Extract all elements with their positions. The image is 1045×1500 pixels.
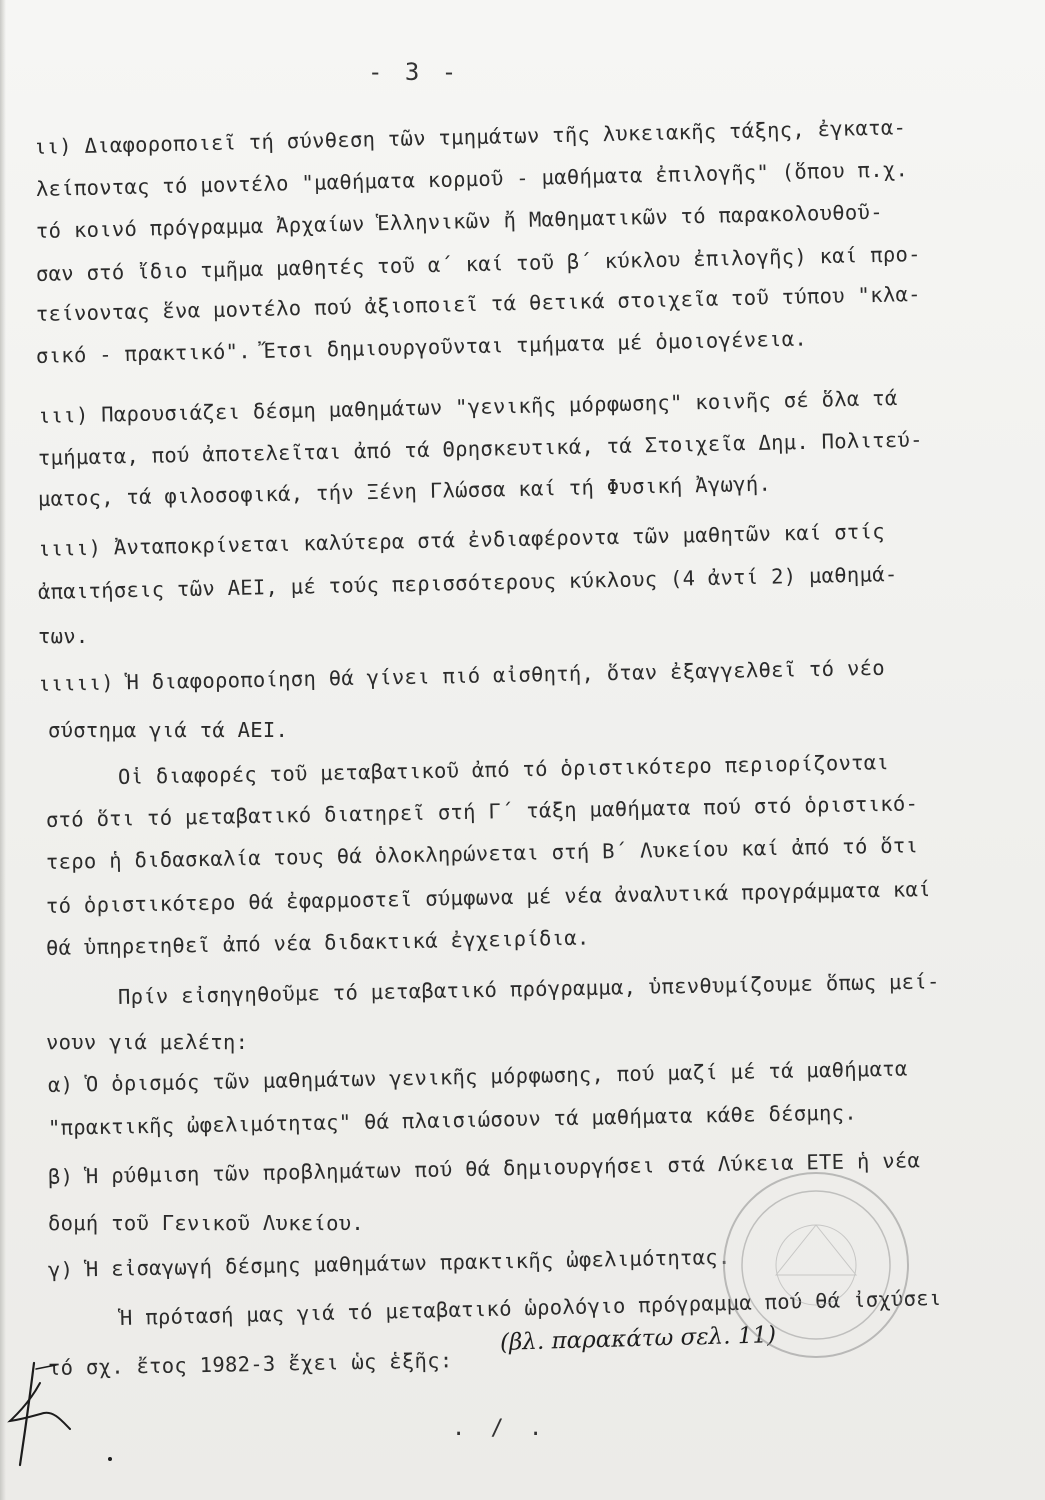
- page-edge-shadow: [0, 0, 6, 1500]
- text-line-2: λείποντας τό μοντέλο "μαθήματα κορμοῦ - μαθήματα ἐπιλογῆς" (ὅπου π.χ.: [35, 157, 909, 201]
- text-line-28: τό σχ. ἔτος 1982-3 ἔχει ὡς ἑξῆς:: [47, 1348, 453, 1380]
- text-line-3: τό κοινό πρόγραμμα Ἀρχαίων Ἑλληνικῶν ἤ Μαθηματικῶν τό παρακολουθοῦ-: [35, 199, 884, 243]
- page-number: - 3 -: [368, 58, 461, 86]
- text-line-23: "πρακτικῆς ὠφελιμότητας" θά πλαισιώσουν τά μαθήματα κάθε δέσμης.: [47, 1100, 858, 1140]
- text-line-15: Οἱ διαφορές τοῦ μεταβατικοῦ ἀπό τό ὁριστικότερο περιορίζονται: [117, 750, 890, 789]
- text-line-17: τερο ἡ διδασκαλία τους θά ὁλοκληρώνεται στή Β´ Λυκείου καί ἀπό τό ὅτι: [45, 833, 919, 874]
- text-line-16: στό ὅτι τό μεταβατικό διατηρεῖ στή Γ´ τάξη μαθήματα πού στό ὁριστικό-: [45, 791, 919, 832]
- handwritten-signature: [6, 1355, 116, 1475]
- text-line-1: ιι) Διαφοροποιεῖ τή σύνθεση τῶν τμημάτων τῆς λυκειακῆς τάξης, ἐγκατα-: [33, 115, 907, 159]
- text-line-18: τό ὁριστικότερο θά ἐφαρμοστεῖ σύμφωνα μέ νέα ἀναλυτικά προγράμματα καί: [45, 877, 932, 918]
- official-stamp-seal: [716, 1165, 916, 1365]
- continuation-mark: . / .: [452, 1416, 549, 1441]
- text-line-20: Πρίν εἰσηγηθοῦμε τό μεταβατικό πρόγραμμα, ὑπενθυμίζουμε ὅπως μεί-: [117, 969, 940, 1009]
- handwritten-note: (βλ. παρακάτω σελ. 11): [499, 1322, 777, 1356]
- text-line-7: ιιι) Παρουσιάζει δέσμη μαθημάτων "γενικῆς μόρφωσης" κοινῆς σέ ὅλα τά: [37, 385, 898, 428]
- text-line-14: σύστημα γιά τά ΑΕΙ.: [48, 718, 289, 742]
- text-line-19: θά ὑπηρετηθεῖ ἀπό νέα διδακτικά ἐγχειρίδια.: [45, 925, 590, 960]
- text-line-6: σικό - πρακτικό". Ἔτσι δημιουργοῦνται τμήματα μέ ὁμοιογένεια.: [35, 326, 808, 368]
- text-line-24: β) Ἡ ρύθμιση τῶν προβλημάτων πού θά δημιουργήσει στά Λύκεια ΕΤΕ ἡ νέα: [47, 1148, 921, 1189]
- text-line-22: α) Ὁ ὁρισμός τῶν μαθημάτων γενικῆς μόρφωσης, πού μαζί μέ τά μαθήματα: [47, 1056, 908, 1097]
- text-line-26: γ) Ἡ εἰσαγωγή δέσμης μαθημάτων πρακτικῆς ὠφελιμότητας.: [47, 1244, 731, 1282]
- text-line-12: των.: [38, 624, 89, 648]
- text-line-27: Ἡ πρότασή μας γιά τό μεταβατικό ὡρολόγιο πρόγραμμα πού θά ἰσχύσει: [119, 1285, 942, 1330]
- text-line-13: ιιιιι) Ἡ διαφοροποίηση θά γίνει πιό αἰσθητή, ὅταν ἐξαγγελθεῖ τό νέο: [37, 655, 886, 696]
- text-line-10: ιιιι) Ἀνταποκρίνεται καλύτερα στά ἐνδιαφέροντα τῶν μαθητῶν καί στίς: [37, 519, 886, 561]
- text-line-5: τείνοντας ἕνα μοντέλο πού ἀξιοποιεῖ τά θετικά στοιχεῖα τοῦ τύπου "κλα-: [35, 281, 921, 326]
- text-line-8: τμήματα, πού ἀποτελεῖται ἀπό τά Θρησκευτικά, τά Στοιχεῖα Δημ. Πολιτεύ-: [37, 427, 924, 470]
- text-line-11: ἀπαιτήσεις τῶν ΑΕΙ, μέ τούς περισσότερους κύκλους (4 ἀντί 2) μαθημά-: [37, 561, 898, 604]
- text-line-4: σαν στό ἴδιο τμῆμα μαθητές τοῦ α´ καί τοῦ β´ κύκλου ἐπιλογῆς) καί προ-: [35, 241, 921, 286]
- text-line-25: δομή τοῦ Γενικοῦ Λυκείου.: [48, 1211, 365, 1235]
- text-line-21: νουν γιά μελέτη:: [46, 1030, 249, 1054]
- text-line-9: ματος, τά φιλοσοφικά, τήν Ξένη Γλώσσα καί τή Φυσική Ἀγωγή.: [37, 471, 772, 511]
